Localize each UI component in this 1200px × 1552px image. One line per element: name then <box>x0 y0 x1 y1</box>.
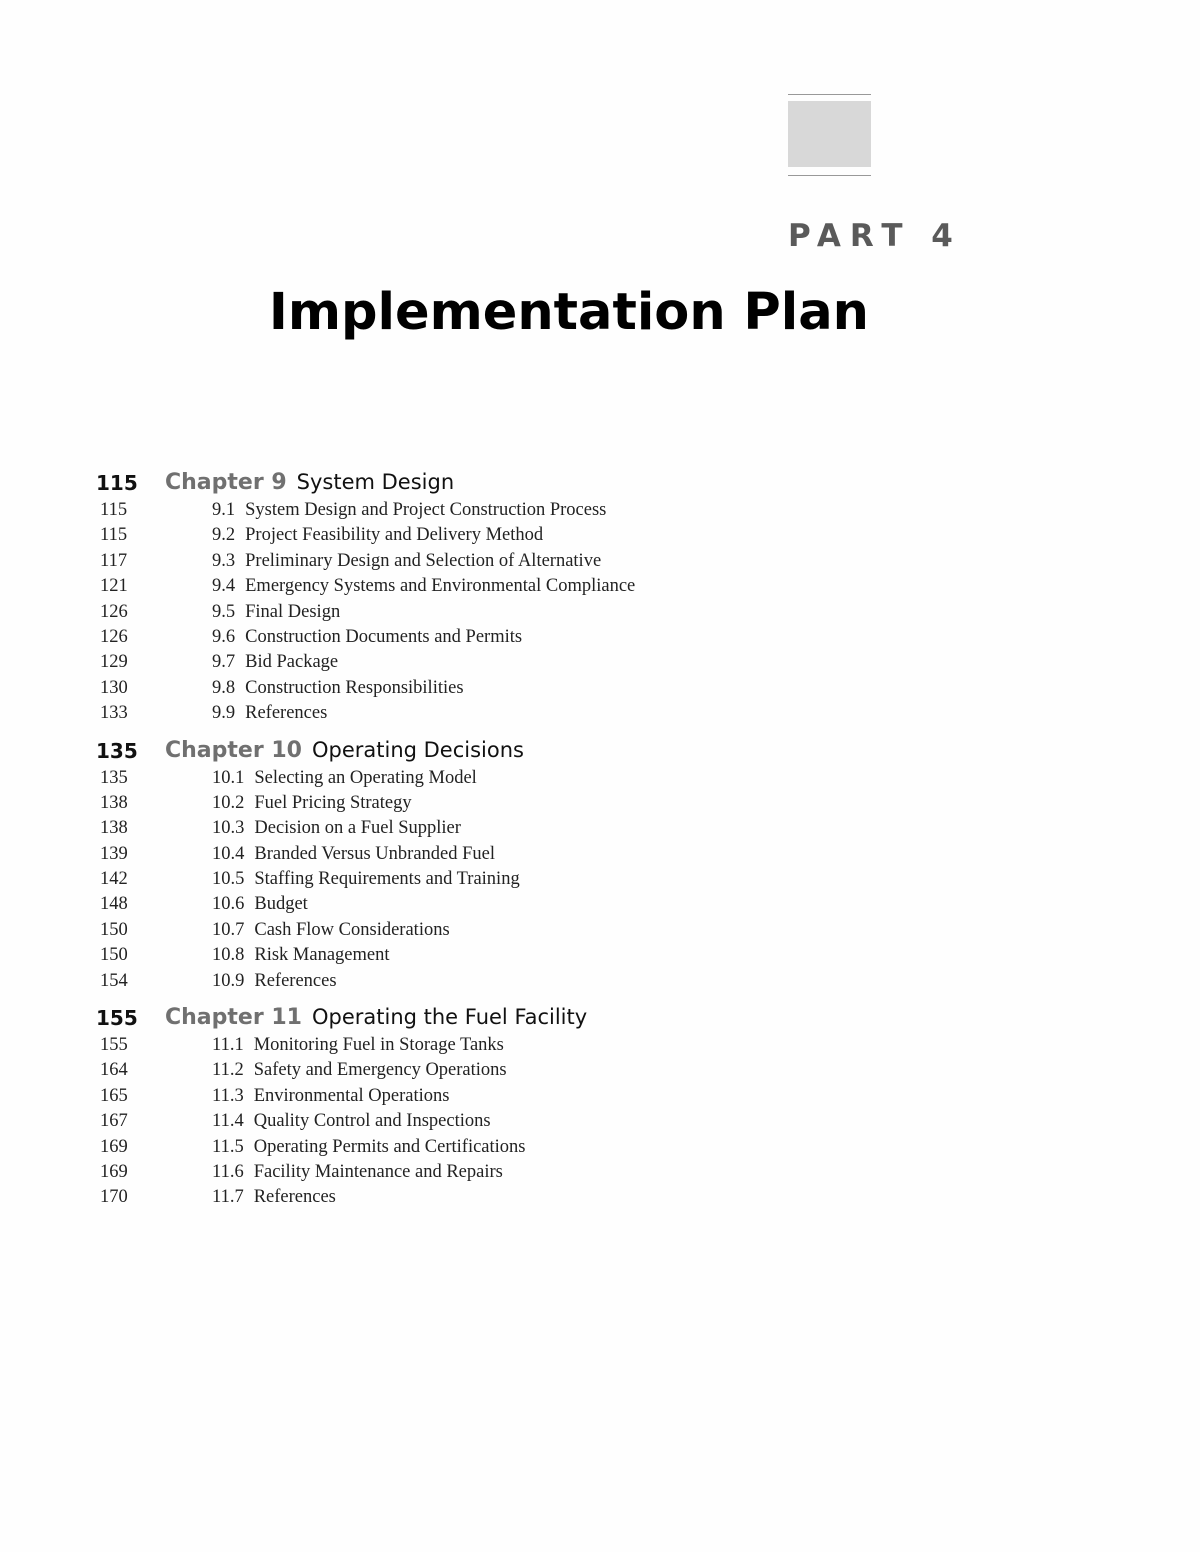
chapter-title: System Design <box>296 470 455 494</box>
section-entry[interactable] <box>0 868 1200 893</box>
section-title: Bid Package <box>245 652 339 673</box>
section-title: Facility Maintenance and Repairs <box>253 1161 503 1182</box>
chapter-heading <box>165 738 524 763</box>
section-number: 10.1 <box>212 767 245 788</box>
section-entry[interactable] <box>0 651 1200 676</box>
chapter-title: Operating Decisions <box>311 737 524 762</box>
section-text <box>212 818 461 839</box>
section-page-number: 130 <box>100 677 128 698</box>
section-entry[interactable] <box>0 1161 1200 1186</box>
chapter-block <box>0 738 1200 996</box>
section-entry[interactable] <box>0 626 1200 651</box>
section-title: Quality Control and Inspections <box>253 1111 491 1132</box>
section-title: Risk Management <box>254 945 390 966</box>
section-text <box>212 602 340 623</box>
section-text <box>212 500 606 521</box>
chapter-entry[interactable] <box>0 738 1200 766</box>
chapter-entry[interactable] <box>0 470 1200 498</box>
section-text <box>212 1086 449 1107</box>
section-entry[interactable] <box>0 1110 1200 1135</box>
section-text <box>212 627 522 648</box>
gray-box <box>788 101 871 167</box>
section-number: 11.5 <box>212 1136 244 1157</box>
section-entry[interactable] <box>0 944 1200 969</box>
section-number: 11.1 <box>212 1035 244 1056</box>
section-page-number: 169 <box>100 1136 128 1157</box>
section-entry[interactable] <box>0 601 1200 626</box>
section-text <box>212 1111 491 1132</box>
section-page-number: 129 <box>100 652 128 673</box>
section-page-number: 169 <box>100 1161 128 1182</box>
section-entry[interactable] <box>0 970 1200 995</box>
section-number: 10.9 <box>212 970 245 991</box>
section-number: 9.6 <box>212 626 236 647</box>
section-page-number: 121 <box>100 576 128 597</box>
section-text <box>212 1060 507 1081</box>
table-of-contents <box>0 470 1200 1222</box>
section-number: 10.2 <box>212 792 245 813</box>
section-page-number: 165 <box>100 1085 128 1106</box>
section-title: Construction Documents and Permits <box>245 626 523 647</box>
chapter-heading <box>165 1005 587 1030</box>
section-page-number: 142 <box>100 869 128 890</box>
section-title: Cash Flow Considerations <box>254 919 450 940</box>
section-entry[interactable] <box>0 550 1200 575</box>
section-title: Budget <box>254 894 308 915</box>
section-number: 9.2 <box>212 525 236 546</box>
section-entry[interactable] <box>0 499 1200 524</box>
section-text <box>212 1162 503 1183</box>
section-title: Project Feasibility and Delivery Method <box>245 525 544 546</box>
section-page-number: 170 <box>100 1187 128 1208</box>
section-text <box>212 1187 336 1208</box>
section-number: 11.2 <box>212 1060 244 1081</box>
section-entry[interactable] <box>0 1186 1200 1211</box>
section-title: Decision on a Fuel Supplier <box>254 818 461 839</box>
chapter-page-number: 115 <box>96 471 138 495</box>
bottom-rule <box>788 175 871 176</box>
section-entry[interactable] <box>0 792 1200 817</box>
section-page-number: 126 <box>100 601 128 622</box>
section-title: Fuel Pricing Strategy <box>254 792 412 813</box>
chapter-block <box>0 470 1200 728</box>
section-number: 10.7 <box>212 919 245 940</box>
section-text <box>212 945 390 966</box>
chapter-entry[interactable] <box>0 1005 1200 1033</box>
chapter-page-number: 135 <box>96 738 138 763</box>
chapter-label: Chapter 9 <box>165 470 287 495</box>
section-entry[interactable] <box>0 767 1200 792</box>
section-entry[interactable] <box>0 1085 1200 1110</box>
section-entry[interactable] <box>0 817 1200 842</box>
section-entry[interactable] <box>0 1059 1200 1084</box>
section-title: Staffing Requirements and Training <box>254 869 520 890</box>
section-text <box>212 678 464 699</box>
section-title: References <box>245 703 328 724</box>
section-text <box>212 1137 526 1158</box>
section-page-number: 115 <box>100 500 128 520</box>
section-entry[interactable] <box>0 893 1200 918</box>
chapter-block <box>0 1005 1200 1212</box>
section-number: 10.3 <box>212 818 245 839</box>
section-entry[interactable] <box>0 1136 1200 1161</box>
section-title: Branded Versus Unbranded Fuel <box>254 843 496 864</box>
section-title: Construction Responsibilities <box>245 677 464 698</box>
section-text <box>212 525 543 546</box>
section-number: 11.6 <box>212 1161 244 1182</box>
section-page-number: 135 <box>100 767 128 788</box>
section-title: Selecting an Operating Model <box>254 767 477 788</box>
section-entry[interactable] <box>0 575 1200 600</box>
section-number: 9.9 <box>212 703 236 724</box>
section-entry[interactable] <box>0 1034 1200 1059</box>
section-page-number: 164 <box>100 1060 128 1081</box>
section-entry[interactable] <box>0 524 1200 549</box>
section-page-number: 133 <box>100 703 128 724</box>
section-page-number: 148 <box>100 894 128 915</box>
section-number: 9.4 <box>212 576 236 597</box>
section-text <box>212 551 601 572</box>
section-page-number: 154 <box>100 970 128 991</box>
section-number: 9.7 <box>212 652 236 673</box>
section-title: Operating Permits and Certifications <box>253 1136 526 1157</box>
section-number: 11.4 <box>212 1111 244 1132</box>
section-title: Environmental Operations <box>253 1085 450 1106</box>
section-number: 10.5 <box>212 869 245 890</box>
section-number: 9.3 <box>212 550 236 571</box>
section-page-number: 155 <box>100 1035 128 1056</box>
section-page-number: 126 <box>100 626 128 647</box>
section-number: 9.8 <box>212 677 236 698</box>
section-number: 11.7 <box>212 1187 244 1208</box>
chapter-heading <box>165 470 454 495</box>
section-text <box>212 703 327 724</box>
section-entry[interactable] <box>0 919 1200 944</box>
section-page-number: 115 <box>100 525 128 546</box>
section-text <box>212 869 520 890</box>
section-title: Final Design <box>245 601 341 622</box>
section-title: References <box>254 970 337 991</box>
section-page-number: 150 <box>100 919 128 940</box>
section-number: 10.6 <box>212 894 245 915</box>
section-entry[interactable] <box>0 677 1200 702</box>
chapter-label: Chapter 11 <box>165 1005 302 1031</box>
section-page-number: 138 <box>100 792 128 813</box>
section-text <box>212 844 495 865</box>
section-title: Monitoring Fuel in Storage Tanks <box>253 1035 504 1056</box>
section-number: 9.5 <box>212 601 236 622</box>
part-label: PART 4 <box>788 218 962 254</box>
section-title: Preliminary Design and Selection of Alternative <box>245 550 602 571</box>
section-title: References <box>253 1187 336 1208</box>
section-title: System Design and Project Construction Process <box>245 500 607 520</box>
section-number: 10.8 <box>212 945 245 966</box>
section-text <box>212 971 337 992</box>
chapter-page-number: 155 <box>96 1006 138 1031</box>
section-text <box>212 576 635 597</box>
section-text <box>212 793 412 814</box>
section-entry[interactable] <box>0 702 1200 727</box>
section-text <box>212 920 450 941</box>
part-title: Implementation Plan <box>268 283 869 342</box>
chapter-label: Chapter 10 <box>165 737 302 763</box>
chapter-title: Operating the Fuel Facility <box>311 1005 588 1030</box>
section-text <box>212 1035 504 1056</box>
section-number: 11.3 <box>212 1085 244 1106</box>
top-rule <box>788 94 871 95</box>
section-page-number: 138 <box>100 818 128 839</box>
section-page-number: 117 <box>100 550 128 571</box>
section-page-number: 167 <box>100 1111 128 1132</box>
section-text <box>212 894 308 915</box>
section-title: Emergency Systems and Environmental Compliance <box>245 576 636 597</box>
section-text <box>212 768 477 789</box>
section-number: 9.1 <box>212 500 236 520</box>
section-text <box>212 652 338 673</box>
section-page-number: 139 <box>100 843 128 864</box>
section-entry[interactable] <box>0 843 1200 868</box>
section-number: 10.4 <box>212 843 245 864</box>
part-ornament <box>788 94 871 176</box>
section-title: Safety and Emergency Operations <box>253 1060 507 1081</box>
section-page-number: 150 <box>100 945 128 966</box>
